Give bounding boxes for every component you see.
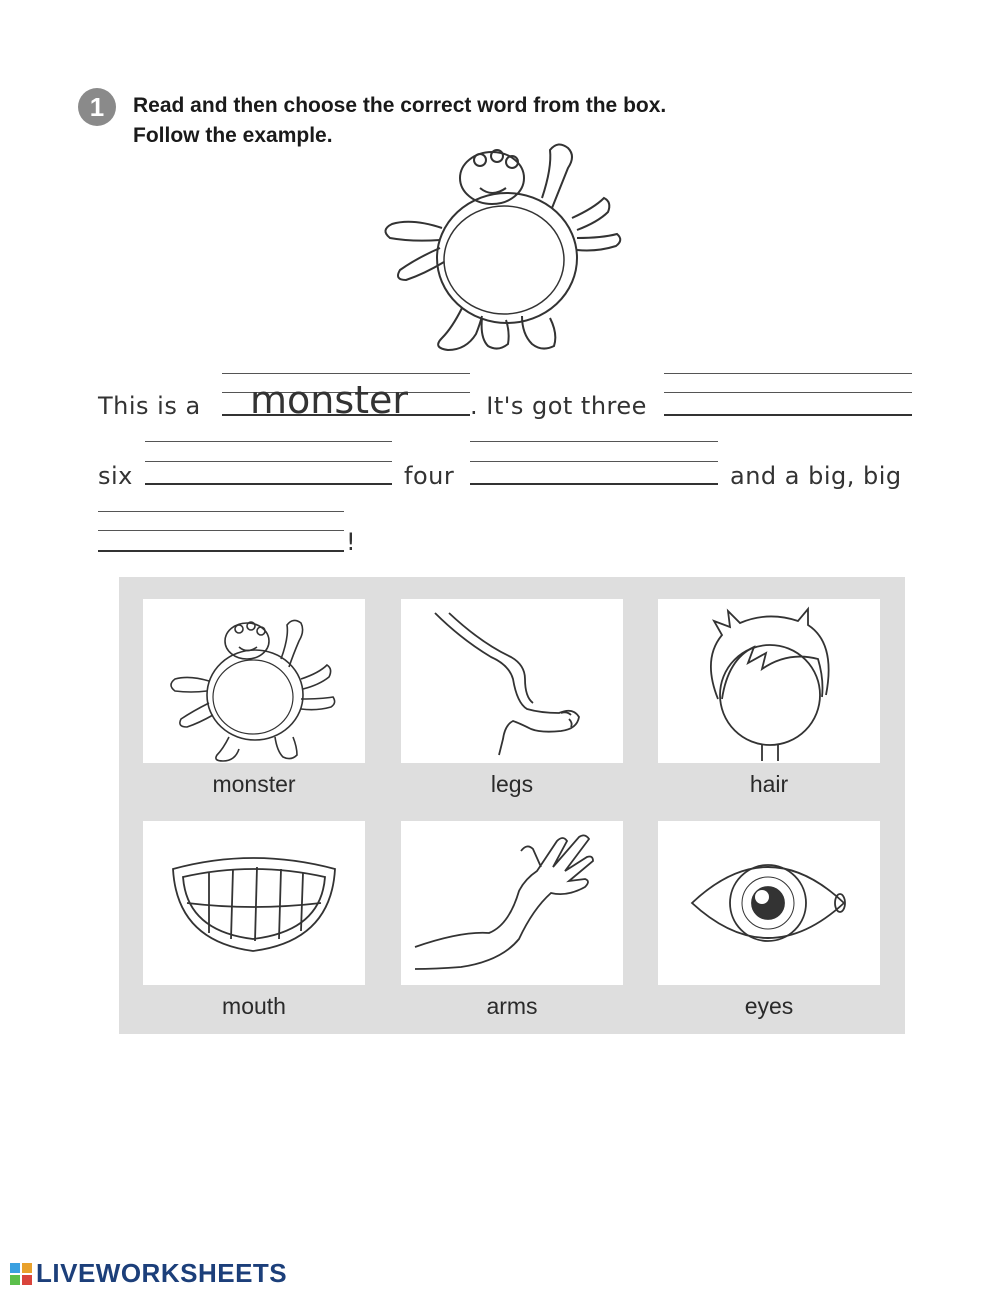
instruction-line-2: Follow the example.: [133, 124, 333, 147]
arm-icon: [401, 821, 623, 985]
sentence-text-this-is-a: This is a: [98, 392, 201, 420]
guide-line: [222, 373, 470, 374]
eye-icon: [658, 821, 880, 985]
example-answer: monster: [250, 378, 409, 422]
monster-illustration: [372, 138, 642, 353]
word-card-hair: [658, 599, 880, 763]
guide-line: [145, 441, 392, 442]
word-label-eyes: eyes: [744, 993, 794, 1019]
exercise-number: 1: [78, 88, 116, 126]
liveworksheets-logo-icon: [10, 1263, 32, 1285]
guide-line: [664, 373, 912, 374]
sentence-text-its-got-three: . It's got three: [470, 392, 647, 420]
word-label-legs: legs: [490, 771, 534, 797]
answer-blank-3[interactable]: [470, 483, 718, 485]
mouth-icon: [143, 821, 365, 985]
answer-blank-1[interactable]: [664, 414, 912, 416]
word-card-monster: [143, 599, 365, 763]
sentence-text-four: four: [404, 462, 455, 490]
word-card-mouth: [143, 821, 365, 985]
hair-icon: [658, 599, 880, 763]
guide-line: [470, 441, 718, 442]
sentence-text-and-a-big-big: and a big, big: [730, 462, 902, 490]
word-label-monster: monster: [212, 771, 296, 797]
guide-line: [470, 461, 718, 462]
word-card-eyes: [658, 821, 880, 985]
footer-brand[interactable]: [10, 1258, 287, 1289]
word-card-legs: [401, 599, 623, 763]
guide-line: [664, 392, 912, 393]
guide-line: [98, 511, 344, 512]
word-label-hair: hair: [749, 771, 789, 797]
leg-icon: [401, 599, 623, 763]
monster-icon: [143, 599, 365, 763]
answer-blank-2[interactable]: [145, 483, 392, 485]
footer-brand-name: LIVEWORKSHEETS: [36, 1258, 288, 1288]
sentence-text-six: six: [98, 462, 133, 490]
instruction-line-1: Read and then choose the correct word from the box.: [133, 94, 667, 117]
guide-line: [98, 530, 344, 531]
example-answer-line: [222, 414, 470, 416]
sentence-end-mark: !: [346, 528, 357, 556]
answer-blank-4[interactable]: [98, 550, 344, 552]
word-label-mouth: mouth: [222, 993, 286, 1019]
word-label-arms: arms: [486, 993, 538, 1019]
word-card-arms: [401, 821, 623, 985]
guide-line: [145, 461, 392, 462]
